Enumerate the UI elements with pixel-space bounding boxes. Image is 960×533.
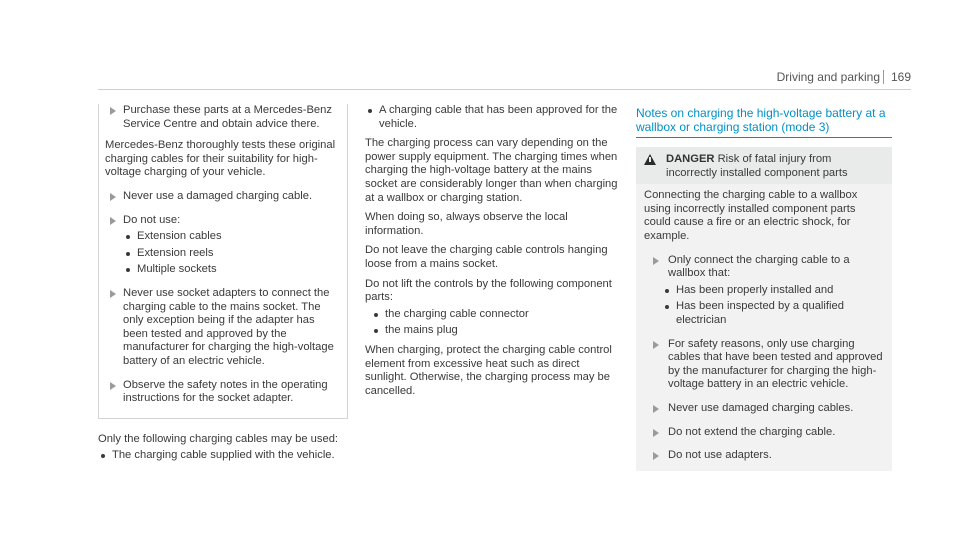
list-item: The charging cable supplied with the vehicle.	[98, 449, 348, 463]
arrow-icon	[110, 193, 116, 201]
arrow-icon	[653, 429, 659, 437]
list-item: Extension reels	[123, 247, 337, 261]
section-title: Notes on charging the high-voltage battery at a wallbox or charging station (mode 3)	[636, 106, 892, 138]
instruction-box	[98, 104, 348, 419]
step-safety: For safety reasons, only use charging cables that have been tested and approved by the manufacturer for charging the high-voltage battery in an electric vehicle.	[644, 338, 884, 392]
danger-text: Risk of fatal injury from incorrectly installed component parts	[666, 153, 848, 179]
list-item: Has been properly installed and	[662, 284, 884, 298]
step-adapters: Never use socket adapters to connect the charging cable to the mains socket. The only exception being if the adapter has been tested and approved by the manufacturer for charging the high-voltage battery of an electric vehicle.	[101, 287, 337, 369]
step-extend: Do not extend the charging cable.	[644, 426, 884, 440]
observe-paragraph: When doing so, always observe the local information.	[365, 211, 568, 237]
list-item: A charging cable that has been approved for the vehicle.	[365, 104, 621, 131]
header-rule	[98, 89, 911, 90]
warning-triangle-icon	[644, 154, 656, 165]
page-header	[0, 0, 960, 100]
column-middle	[365, 100, 621, 398]
list-item: Extension cables	[123, 230, 337, 244]
danger-header	[636, 147, 892, 184]
step-do-not-use: Do not use:	[101, 214, 337, 228]
danger-body	[636, 184, 892, 471]
step-observe: Observe the safety notes in the operating instructions for the socket adapter.	[101, 379, 337, 406]
only-following-text: Only the following charging cables may be used:	[98, 432, 339, 445]
arrow-icon	[653, 257, 659, 265]
list-item: Has been inspected by a qualified electrician	[662, 300, 884, 327]
arrow-icon	[110, 217, 116, 225]
step-damaged: Never use damaged charging cables.	[644, 402, 884, 416]
header-divider	[883, 70, 884, 84]
column-left	[98, 100, 348, 463]
process-paragraph: The charging process can vary depending on the power supply equipment. The charging times when charging the high-voltage battery at the mains socket are considerably longer than when charging at a wallbox or charging station.	[365, 137, 618, 204]
step-adapters: Do not use adapters.	[644, 449, 884, 463]
list-item: the charging cable connector	[371, 308, 621, 322]
do-not-leave-paragraph: Do not leave the charging cable controls hanging loose from a mains socket.	[365, 244, 608, 270]
arrow-icon	[110, 290, 116, 298]
danger-label: DANGER	[666, 153, 715, 165]
step-connect: Only connect the charging cable to a wallbox that:	[644, 254, 884, 281]
arrow-icon	[653, 405, 659, 413]
section-name: Driving and parking	[776, 70, 880, 84]
column-right	[636, 100, 892, 471]
arrow-icon	[110, 107, 116, 115]
connect-list	[662, 284, 884, 328]
danger-body-text: Connecting the charging cable to a wallbox using incorrectly installed component parts could cause a fire or an electric shock, for example.	[644, 189, 858, 242]
step-purchase: Purchase these parts at a Mercedes-Benz Service Centre and obtain advice there.	[101, 104, 337, 131]
test-paragraph: Mercedes-Benz thoroughly tests these original charging cables for their suitability for high-voltage charging of your vehicle.	[105, 139, 336, 179]
arrow-icon	[110, 382, 116, 390]
do-not-use-list	[123, 230, 337, 277]
list-item: Multiple sockets	[123, 263, 337, 277]
do-not-lift-paragraph: Do not lift the controls by the following component parts:	[365, 277, 612, 304]
step-damaged: Never use a damaged charging cable.	[101, 190, 337, 204]
arrow-icon	[653, 341, 659, 349]
protect-paragraph: When charging, protect the charging cable control element from excessive heat such as direct sunlight. Otherwise, the charging process may be cancelled.	[365, 343, 612, 397]
page-number: 169	[890, 70, 911, 84]
list-item: the mains plug	[371, 324, 621, 338]
arrow-icon	[653, 452, 659, 460]
